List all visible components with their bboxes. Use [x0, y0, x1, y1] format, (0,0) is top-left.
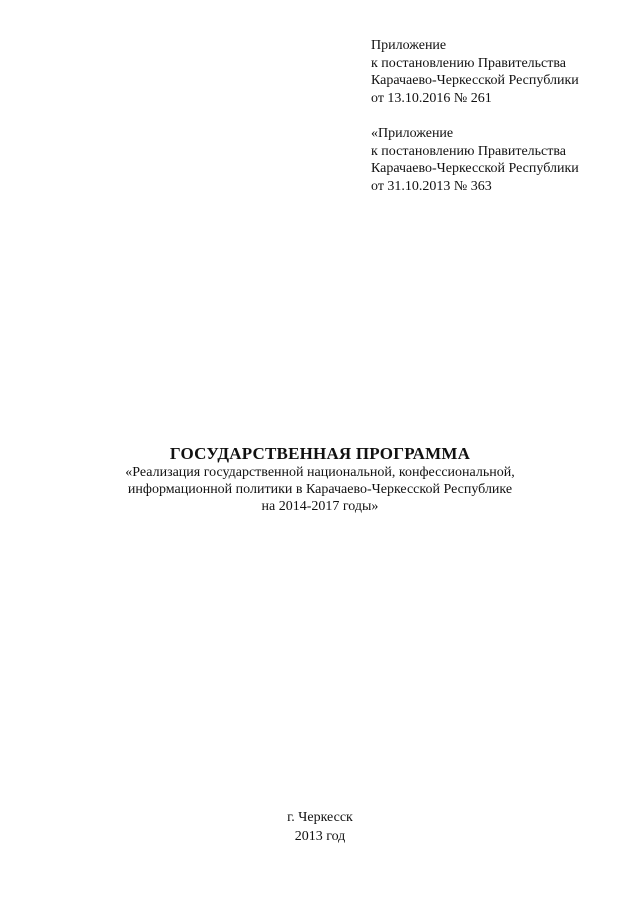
appendix-label: Приложение: [371, 38, 447, 53]
appendix-resolution-ref: к постановлению Правительства: [371, 143, 567, 159]
program-subtitle-line: информационной политики в Карачаево-Черкесской Республике: [127, 482, 513, 497]
place-and-year: [0, 808, 640, 846]
appendix-republic: Карачаево-Черкесской Республики: [371, 73, 579, 88]
appendix-date-number: от 31.10.2013 № 363: [371, 178, 492, 194]
appendix-header-current: [371, 37, 631, 107]
program-title-block: [0, 444, 640, 515]
program-subtitle-line: на 2014-2017 годы»: [261, 499, 379, 514]
program-subtitle-line: «Реализация государственной национальной, конфессиональной,: [125, 465, 515, 480]
year: 2013 год: [294, 829, 346, 844]
appendix-date-number: от 13.10.2016 № 261: [371, 90, 492, 106]
appendix-label: «Приложение: [371, 126, 454, 141]
appendix-resolution-ref: к постановлению Правительства: [371, 55, 567, 71]
program-title: ГОСУДАРСТВЕННАЯ ПРОГРАММА: [169, 444, 471, 463]
city: г. Черкесск: [287, 810, 353, 825]
appendix-header-original: [371, 125, 631, 195]
appendix-republic: Карачаево-Черкесской Республики: [371, 161, 579, 176]
